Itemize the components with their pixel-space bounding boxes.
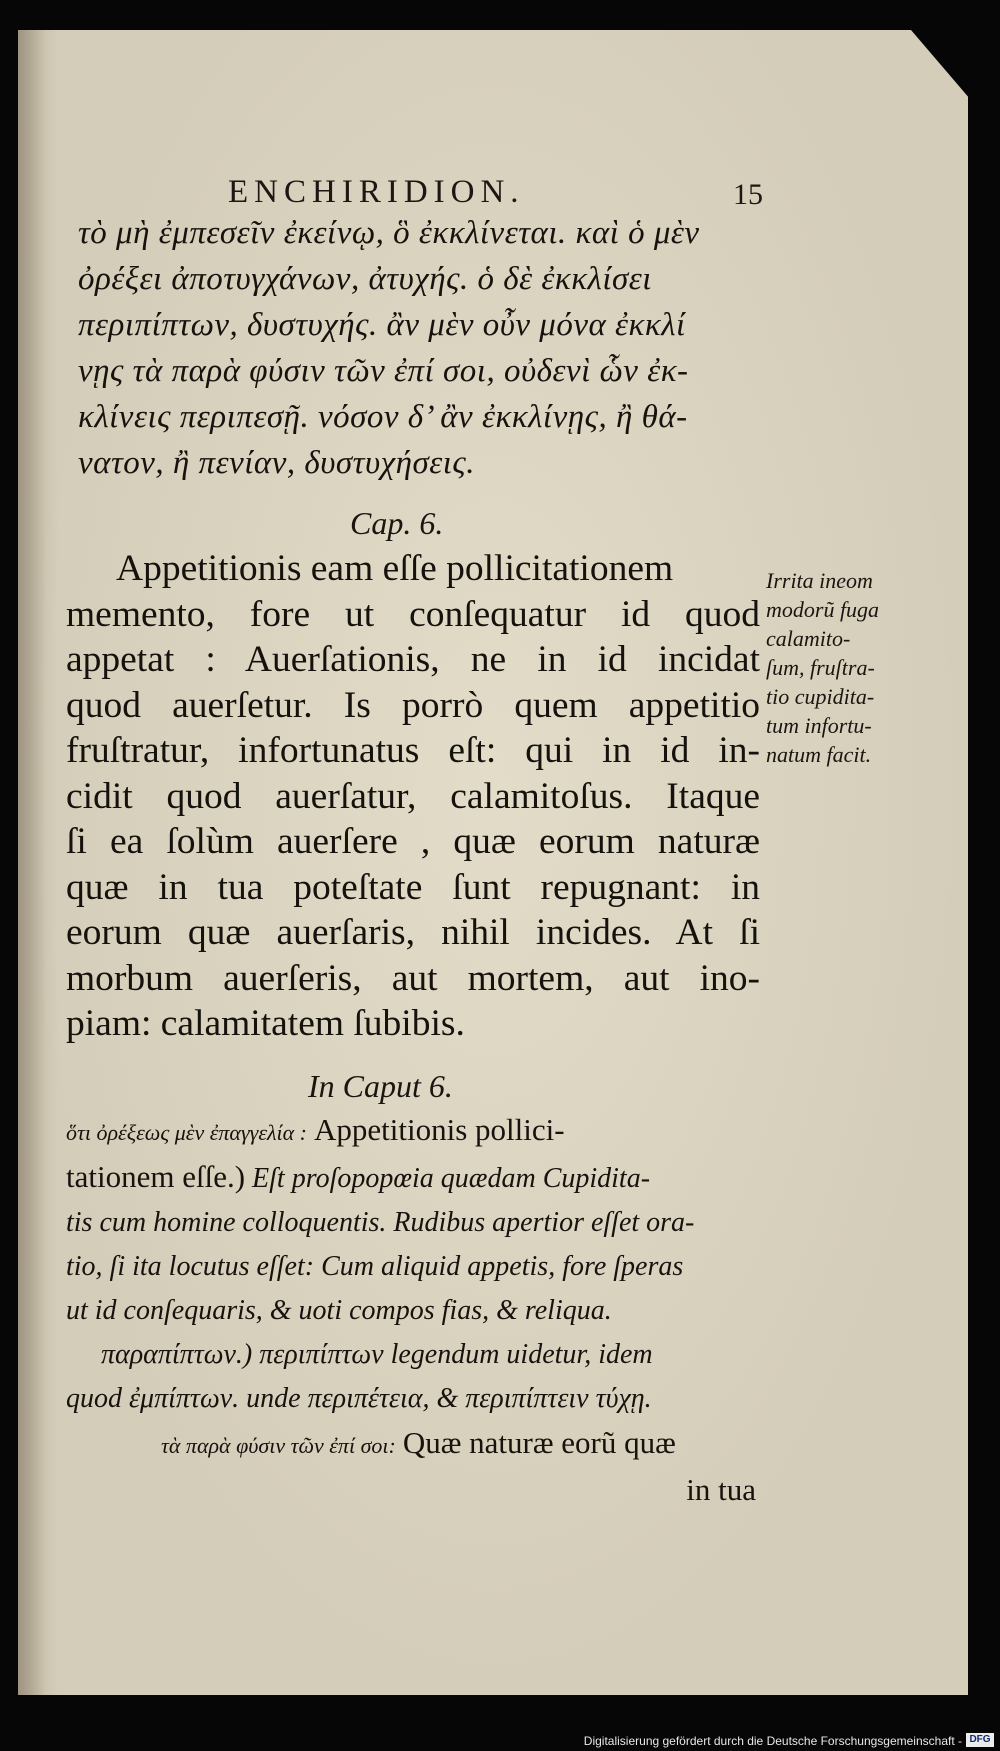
commentary-heading: In Caput 6. <box>308 1068 453 1104</box>
margin-note-line: calamito- <box>766 626 851 651</box>
commentary <box>66 1108 756 1514</box>
catchword: in tua <box>686 1472 756 1507</box>
commentary-line: tio, ſi ita locutus eſſet: Cum aliquid appetis, fore ſperas <box>66 1251 684 1282</box>
running-head: ENCHIRIDION. <box>228 174 525 210</box>
main-text-line: eorum quæ auerſaris, nihil incides. At ſi <box>66 912 760 953</box>
commentary-greek-lemma: τὰ παρὰ φύσιν τῶν ἐπί σοι: <box>161 1433 396 1458</box>
margin-note-line: tio cupidita- <box>766 684 875 709</box>
main-text-line: cidit quod auerſatur, calamitoſus. Itaque <box>66 775 760 817</box>
commentary-line <box>66 1155 756 1201</box>
margin-note-line: natum facit. <box>766 742 872 767</box>
main-text-line: memento, fore ut conſequatur id quod <box>66 593 760 635</box>
commentary-latin-lemma: tationem eſſe.) <box>66 1159 246 1194</box>
commentary-line <box>66 1421 756 1468</box>
commentary-latin-lemma: Appetitionis pollici- <box>314 1112 565 1147</box>
commentary-catchword <box>66 1468 756 1514</box>
commentary-line: tis cum homine colloquentis. Rudibus apertior eſſet ora- <box>66 1207 695 1238</box>
main-latin-text <box>66 546 760 1047</box>
commentary-line: ut id conſequaris, & uoti compos fias, & reliqua. <box>66 1295 612 1326</box>
main-text-line: fruſtratur, infortunatus eſt: qui in id in- <box>66 730 760 771</box>
dfg-logo: DFG <box>966 1733 994 1747</box>
main-text-line: quæ in tua poteſtate ſunt repugnant: in <box>66 866 760 908</box>
commentary-text: Eſt proſopopœia quædam Cupidita- <box>252 1163 651 1194</box>
greek-line: περιπίπτων, δυστυχής. ἂν μὲν οὖν μόνα ἐκκλί <box>78 307 686 343</box>
main-text-line: appetat : Auerſationis, ne in id incidat <box>66 639 760 680</box>
commentary-line: παραπίπτων.) περιπίπτων legendum uidetur, idem <box>101 1339 653 1370</box>
margin-note <box>766 566 936 769</box>
main-text-line: piam: calamitatem ſubibis. <box>66 1003 465 1044</box>
commentary-greek-lemma: ὅτι ὀρέξεως μὲν ἐπαγγελία : <box>66 1120 308 1145</box>
greek-line: κλίνεις περιπεσῇ. νόσον δ’ ἂν ἐκκλίνῃς, ἢ θά- <box>78 399 688 435</box>
margin-note-line: modorũ fuga <box>766 597 880 622</box>
commentary-latin-lemma: Quæ naturæ eorũ quæ <box>402 1425 676 1460</box>
funding-credit: Digitalisierung gefördert durch die Deutsche Forschungsgemeinschaft - <box>583 1734 962 1748</box>
chapter-heading: Cap. 6. <box>350 505 444 541</box>
main-text-line: ſi ea ſolùm auerſere , quæ eorum naturæ <box>66 821 760 862</box>
main-text-line: Appetitionis eam eſſe pollicitationem <box>116 548 674 589</box>
greek-passage <box>78 210 768 486</box>
main-text-line: quod auerſetur. Is porrò quem appetitio <box>66 684 760 726</box>
commentary-line <box>66 1108 756 1155</box>
greek-line: νῃς τὰ παρὰ φύσιν τῶν ἐπί σοι, οὐδενὶ ὧν ἐκ- <box>78 353 689 389</box>
main-text-line: morbum auerſeris, aut mortem, aut ino- <box>66 957 760 999</box>
margin-note-line: tum infortu- <box>766 713 872 738</box>
greek-line: νατον, ἢ πενίαν, δυστυχήσεις. <box>78 445 476 481</box>
commentary-line: quod ἐμπίπτων. unde περιπέτεια, & περιπίπτειν τύχῃ. <box>66 1383 652 1414</box>
page-number: 15 <box>733 178 763 211</box>
greek-line: ὀρέξει ἀποτυγχάνων, ἀτυχής. ὁ δὲ ἐκκλίσει <box>78 261 652 297</box>
margin-note-line: Irrita ineom <box>766 568 873 593</box>
margin-note-line: ſum, fruſtra- <box>766 655 875 680</box>
greek-line: τὸ μὴ ἐμπεσεῖν ἐκείνῳ, ὃ ἐκκλίνεται. καὶ ὁ μὲν <box>78 215 700 251</box>
